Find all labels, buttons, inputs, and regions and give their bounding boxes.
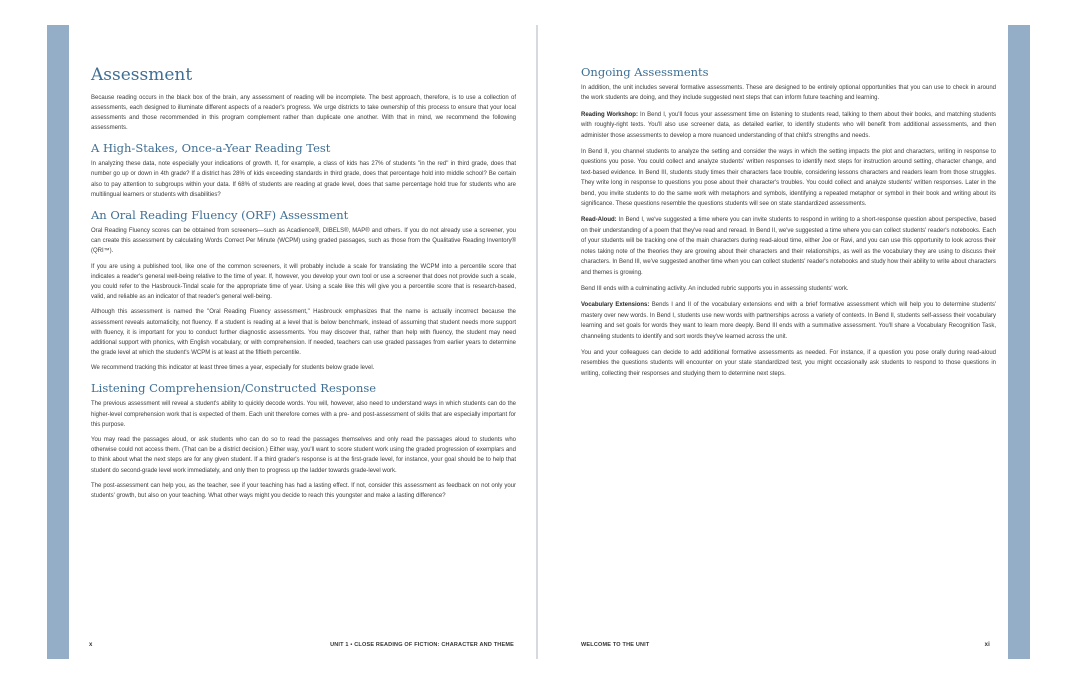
right-page-number: xi <box>984 642 990 648</box>
left-page-number: x <box>89 642 93 648</box>
paragraph: The post-assessment can help you, as the teacher, see if your teaching has had a lasting effect. If not, consider this assessment as feedback on not only your students' growth, but also on your teaching. What other ways might you decide to reach this youngster and make a lasting difference? <box>91 483 516 500</box>
section-heading-listening: Listening Comprehension/Constructed Response <box>91 381 377 396</box>
paragraph-text: Bends I and II of the vocabulary extensions end with a brief formative assessment which will help you to determine students' mastery over new words. In Bend I, students use new words with partnerships across a variety of contexts. In Bend II, students self-assess their vocabulary learning and set goals for words they want to learn more deeply. Bend III ends with a summative assessment. You'll share a Vocabulary Recognition Task, channeling students to identify and sort words they've learned across the unit. <box>581 302 997 340</box>
paragraph: In Bend II, you channel students to analyze the setting and consider the ways in which the setting impacts the plot and characters, writing in response to questions you pose. You could collect and analyze students' written responses to identify next steps for instruction around setting, character change, and text-based evidence. In Bend III, students study times their characters face trouble, considering lessons characters and readers learn from those struggles. They write long in response to questions you pose about their character's troubles. You could collect and analyze students' written responses. Later in the bend, you invite students to do the same work with metaphors and symbols, identifying a repeated metaphor or symbol in their book and writing about its significance. These questions resemble the questions students will see on state standardized assessments. <box>581 149 996 208</box>
paragraph: Although this assessment is named the "Oral Reading Fluency assessment," Hasbrouck emphasizes that the name is actually incorrect because the assessment reveals automaticity, not fluency. If a student is reading at a level that is below benchmark, instead of assuming that student needs more support with fluency, it is important for you to conduct further diagnostic assessments. You may discover that, rather than help with fluency, the student may need additional support with phonics, with English vocabulary, or with comprehension. If needed, teachers can use graded passages from earlier years to determine the grade level at which the student's WCPM is at least at the fiftieth percentile. <box>91 309 516 356</box>
paragraph: Bend III ends with a culminating activity. An included rubric supports you in assessing students' work. <box>581 285 849 292</box>
paragraph: You and your colleagues can decide to add additional formative assessments as needed. For instance, if a question you pose orally during read-aloud resembles the questions students will encounter on your state standardized test, you might occasionally ask students to respond to those questions in writing, collecting their responses and studying them to determine next steps. <box>581 349 996 377</box>
section-heading-ongoing: Ongoing Assessments <box>581 65 709 79</box>
right-column <box>581 65 996 385</box>
right-margin-bar <box>1008 25 1030 659</box>
paragraph: We recommend tracking this indicator at least three times a year, especially for students below grade level. <box>91 365 375 372</box>
lead-label: Read-Aloud: <box>581 217 617 224</box>
left-margin-bar <box>47 25 69 659</box>
right-page <box>538 25 1030 659</box>
paragraph: The previous assessment will reveal a student's ability to quickly decode words. You will, however, also need to understand ways in which students can do the higher-level comprehension work that is expected of them. Each unit therefore comes with a pre- and post-assessment of skills that are especially important for this purpose. <box>91 401 516 428</box>
paragraph: In analyzing these data, note especially your indications of growth. If, for example, a class of kids has 27% of students "in the red" in third grade, does that number go up or down in 4th grade? If a district has 28% of kids exceeding standards in third grade, does that percentage hold into middle school? Be certain also to pay attention to subgroups within your data. If 68% of students are reading at grade level, does that same percentage hold true for students who are multilingual learners or students with disabilities? <box>91 161 516 198</box>
right-running-footer: WELCOME TO THE UNIT <box>581 642 650 648</box>
section-heading-high-stakes: A High-Stakes, Once-a-Year Reading Test <box>91 141 331 156</box>
intro-paragraph: Because reading occurs in the black box of the brain, any assessment of reading will be incomplete. The best approach, therefore, is to use a collection of assessments, each designed to illuminate different aspects of a reader's progress. We urge districts to take ownership of this process to ensure that your local assessments and those recommended in this program complement rather than duplicate one another. With that in mind, we recommend the following assessments. <box>91 95 516 132</box>
paragraph-vocabulary <box>581 300 996 342</box>
left-page <box>47 25 536 659</box>
paragraph-text: In Bend I, we've suggested a time where you can invite students to respond in writing to a short-response question about perspective, based on their understanding of a poem that they've read and reread. In Bend II, we've suggested a time where you can collect students' reader's notebooks. Each of your students will be tracking one of the main characters during read-aloud time, either Joe or Ravi, and you can use this opportunity to look across their notes taking note of the theories they are growing about their characters and their relationships, as well as the vocabulary they are using to discuss their characters. In Bend III, we've suggested another time when you can collect students' reader's notebooks and study how their ability to write about characters and themes is growing. <box>581 217 996 276</box>
paragraph-reading-workshop <box>581 110 996 141</box>
paragraph: If you are using a published tool, like one of the common screeners, it will probably include a scale for translating the WCPM into a percentile score that indicates a reader's general well-being relative to the time of year. If, however, you develop your own tool or use a screener that does not provide such a scale, you could refer to the Hasbrouck-Tindal scale for the appropriate time of year. Using a scale like this will give you a percentile score that is research-based, valid, and reliable as an indicator of that reader's general well-being. <box>91 263 516 300</box>
paragraph: Oral Reading Fluency scores can be obtained from screeners—such as Acadience®, DIBELS®, MAP® and others. If you do not already use a screener, you can create this assessment by calculating Words Correct Per Minute (WCPM) using graded passages, such as those from the Qualitative Reading Inventory® (QRI™). <box>91 227 516 254</box>
section-heading-orf: An Oral Reading Fluency (ORF) Assessment <box>91 207 349 222</box>
paragraph-read-aloud <box>581 215 996 277</box>
left-running-footer: UNIT 1 • CLOSE READING OF FICTION: CHARACTER AND THEME <box>330 642 514 648</box>
paragraph-text: In Bend I, you'll focus your assessment time on listening to students read, talking to them about their books, and matching students with roughly-right texts. You'll also use screener data, as detailed earlier, to identify students who will benefit from additional assessments, and then administer those assessments to develop a more nuanced understanding of that child's strengths and needs. <box>581 111 996 139</box>
left-column <box>91 65 516 507</box>
page-title: Assessment <box>91 65 193 85</box>
lead-label: Reading Workshop: <box>581 111 638 118</box>
paragraph: In addition, the unit includes several formative assessments. These are designed to be entirely optional opportunities that you can use to check in around the work students are doing, and they include suggested next steps that can inform future teaching and learning. <box>581 85 996 102</box>
paragraph: You may read the passages aloud, or ask students who can do so to read the passages themselves and only read the passages aloud to students who otherwise could not access them. (That can be a district decision.) Either way, you'll want to score student work using the graded progression of exemplars and to think about what the next steps are for any given student. If a third grader's response is at the first-grade level, for instance, your goal should be to help that student do second-grade level work immediately, and only then to progress up the ladder towards grade-level work. <box>91 437 516 474</box>
lead-label: Vocabulary Extensions: <box>581 302 650 309</box>
